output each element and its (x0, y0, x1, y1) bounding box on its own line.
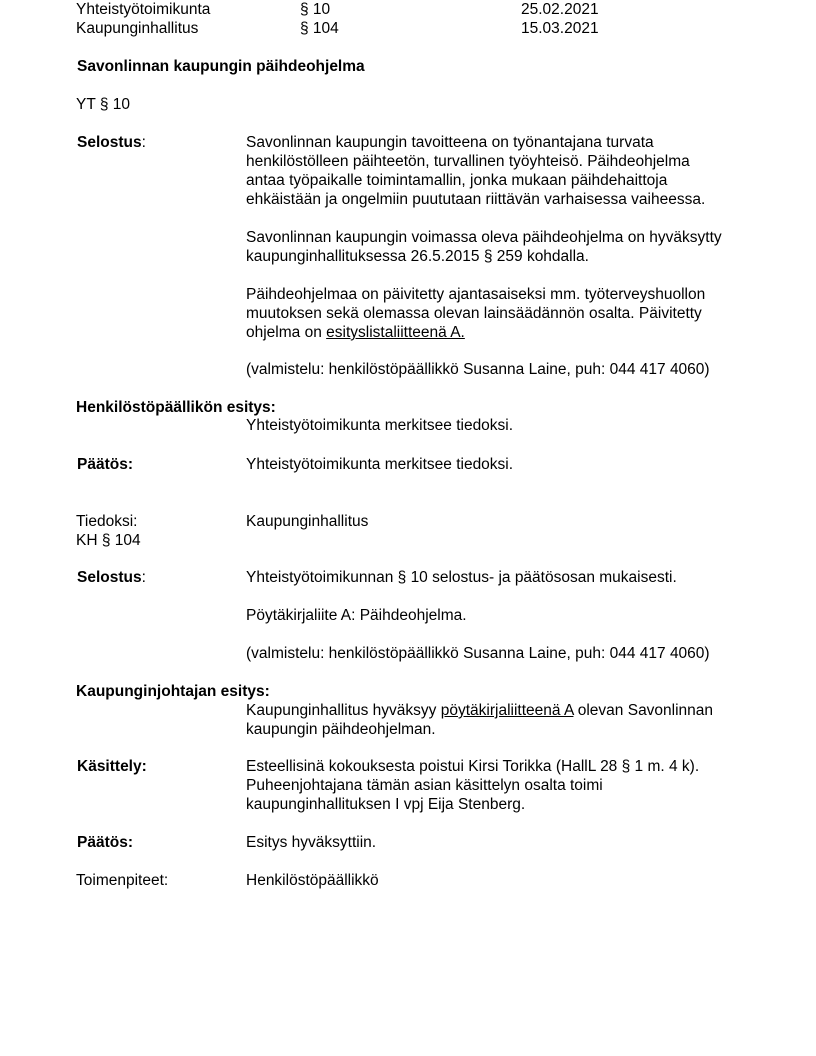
yt-reference: YT § 10 (76, 96, 131, 113)
yt-selostus-p3-line: Päihdeohjelmaa on päivitetty ajantasaiseksi mm. työterveyshuollon (246, 286, 706, 303)
yt-selostus-p1-line: antaa työpaikalle toimintamallin, jonka mukaan päihdehaittoja (246, 172, 668, 189)
kh-kasittely-line: Puheenjohtajana tämän asian käsittelyn osalta toimi (246, 777, 603, 794)
kh-selostus-label: Selostus: (77, 569, 146, 586)
yt-selostus-p2-line: Savonlinnan kaupungin voimassa oleva päihdeohjelma on hyväksytty (246, 229, 722, 246)
tiedoksi-label: Tiedoksi: (76, 513, 138, 530)
kh-toimenpiteet-label: Toimenpiteet: (76, 872, 169, 889)
kh-toimenpiteet-text: Henkilöstöpäällikkö (246, 872, 379, 889)
yt-selostus-p1-line: ehkäistään ja ongelmiin puututaan riittävän varhaisessa vaiheessa. (246, 191, 706, 208)
yt-selostus-p3-line: ohjelma on esityslistaliitteenä A. (246, 324, 465, 341)
kh-decision-label: Päätös: (77, 834, 133, 851)
yt-proposal-text: Yhteistyötoimikunta merkitsee tiedoksi. (246, 417, 514, 434)
kh-proposal-line: Kaupunginhallitus hyväksyy pöytäkirjaliitteenä A olevan Savonlinnan (246, 702, 714, 719)
kh-reference: KH § 104 (76, 532, 141, 549)
kh-liite-text: Pöytäkirjaliite A: Päihdeohjelma. (246, 607, 467, 624)
tiedoksi-text: Kaupunginhallitus (246, 513, 369, 530)
yt-selostus-p1-line: Savonlinnan kaupungin tavoitteena on työnantajana turvata (246, 134, 654, 151)
document-title: Savonlinnan kaupungin päihdeohjelma (77, 58, 365, 75)
kh-kasittely-line: kaupunginhallituksen I vpj Eija Stenberg. (246, 796, 526, 813)
yt-proposal-label: Henkilöstöpäällikön esitys: (76, 399, 276, 416)
kh-decision-text: Esitys hyväksyttiin. (246, 834, 377, 851)
kh-kasittely-label: Käsittely: (77, 758, 147, 775)
header-row-section: § 104 (300, 20, 339, 37)
yt-selostus-label: Selostus: (77, 134, 146, 151)
yt-selostus-p2-line: kaupunginhallituksessa 26.5.2015 § 259 kohdalla. (246, 248, 589, 265)
header-row-date: 15.03.2021 (521, 20, 599, 37)
header-row-body: Kaupunginhallitus (76, 20, 199, 37)
kh-valmistelu: (valmistelu: henkilöstöpäällikkö Susanna Laine, puh: 044 417 4060) (246, 645, 710, 662)
kh-proposal-label: Kaupunginjohtajan esitys: (76, 683, 270, 700)
attachment-link[interactable]: esityslistaliitteenä A. (326, 324, 465, 341)
kh-selostus-text: Yhteistyötoimikunnan § 10 selostus- ja päätösosan mukaisesti. (246, 569, 677, 586)
yt-selostus-p1-line: henkilöstölleen päihteetön, turvallinen työyhteisö. Päihdeohjelma (246, 153, 690, 170)
header-row-date: 25.02.2021 (521, 1, 599, 18)
kh-kasittely-line: Esteellisinä kokouksesta poistui Kirsi Torikka (HallL 28 § 1 m. 4 k). (246, 758, 700, 775)
yt-decision-label: Päätös: (77, 456, 133, 473)
header-row-body: Yhteistyötoimikunta (76, 1, 211, 18)
attachment-link[interactable]: pöytäkirjaliitteenä A (440, 702, 574, 719)
yt-valmistelu: (valmistelu: henkilöstöpäällikkö Susanna Laine, puh: 044 417 4060) (246, 361, 710, 378)
header-row-section: § 10 (300, 1, 331, 18)
yt-decision-text: Yhteistyötoimikunta merkitsee tiedoksi. (246, 456, 514, 473)
yt-selostus-p3-line: muutoksen sekä olemassa olevan lainsäädännön osalta. Päivitetty (246, 305, 702, 322)
kh-proposal-line: kaupungin päihdeohjelman. (246, 721, 436, 738)
